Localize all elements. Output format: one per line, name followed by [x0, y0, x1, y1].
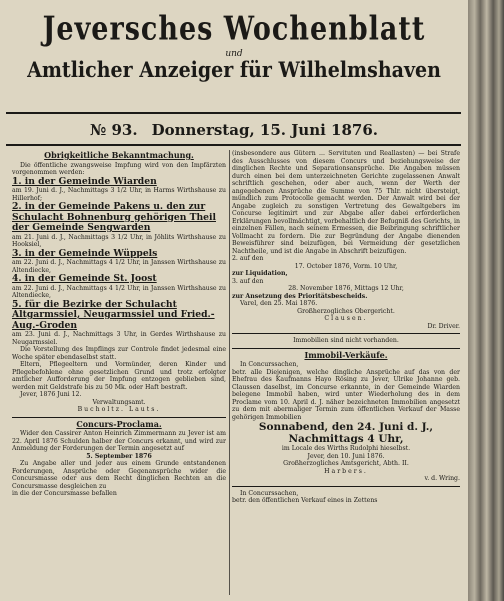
- masthead-und: und: [225, 49, 243, 59]
- item-2-heading: 2. in der Gemeinde Pakens u. den zur Schulacht Bohnenburg gehörigen Theil der Gemeinde Sengwarden: [12, 201, 216, 233]
- right-rule-3: [232, 486, 460, 487]
- immobil-place-date: Jever, den 10. Juni 1876.: [307, 452, 385, 460]
- term-2-date: 17. October 1876, Vorm. 10 Uhr,: [294, 262, 398, 270]
- right-rule-2: [232, 348, 460, 349]
- immobil-intro: In Concurssachen,: [240, 361, 299, 368]
- last-intro: In Concurssachen,: [240, 489, 299, 497]
- notice-signers: Bucholtz. Lauts.: [77, 406, 161, 413]
- issue-line: [0, 118, 468, 142]
- last-text: betr. den öffentlichen Verkauf eines in Zettens: [232, 497, 378, 504]
- issue-number: № 93.: [89, 121, 138, 139]
- concurs-text-2: Zu Angabe aller und jeder aus einem Grunde entstandenen Forderungen, Ansprüche oder Gegenansprüche wider die Concursmasse oder aus dem Recht dinglichen Rechten an die Concursmasse desgleichen zu: [12, 460, 226, 490]
- term-2-label: 2. auf den: [232, 255, 264, 262]
- right-rule-1: [232, 333, 460, 334]
- term-3-date: 28. November 1876, Mittags 12 Uhr,: [288, 285, 404, 292]
- item-5-heading: 5. für die Bezirke der Schulacht Altgarmssiel, Neugarmssiel und Fried.-Aug.-Groden: [12, 298, 215, 331]
- concurs-heading: Concurs-Proclama.: [76, 418, 162, 429]
- immobil-signer: Harbers.: [324, 467, 368, 475]
- item-1-heading: 1. in der Gemeinde Wiarden: [12, 175, 157, 187]
- masthead-subtitle: Amtlicher Anzeiger für Wilhelmshaven: [27, 57, 441, 83]
- right-signer: Clausen.: [324, 315, 368, 322]
- notice-authority: Verwaltungsamt.: [92, 398, 146, 406]
- right-column: [232, 150, 460, 505]
- masthead-rule-bottom: [6, 144, 461, 146]
- right-signer-2: Dr. Driver.: [427, 322, 460, 330]
- concurs-text-3: in die der Concursmasse befallen: [12, 490, 117, 497]
- auction-place: im Locale des Wirths Rudolphi hieselbst.: [281, 445, 411, 452]
- item-4-heading: 4. in der Gemeinde St. Joost: [12, 273, 157, 284]
- column-divider: [229, 150, 230, 595]
- auction-date: Sonnabend, den 24. Juni d. J., Nachmittags 4 Uhr,: [258, 421, 434, 445]
- notice-para-1: Die Vorstellung des Impflings zur Controle findet jedesmal eine Woche später ebendaselbst statt.: [12, 346, 226, 361]
- item-4-text: am 22. Juni d. J., Nachmittags 4 1/2 Uhr, in Janssen Wirthshause zu Altendiecke,: [12, 284, 226, 299]
- immobil-text: betr. alle Diejenigen, welche dingliche Ansprüche auf das von der Ehefrau des Kaufmanns Hayo Rösing zu Jever, Ulrike Johanne geb. Claussen daselbst, im Concurse erkannte, in der Gemeinde Wiarden belegene Immobil haben, wird unter Wiederholung des in dem Proclame vom 10. April d. J. näher bezeichneten Immobilien angesetzt zu dem mit abermaliger Termin zum öffentlichen Verkauf der Masse gehörigen Immobilien: [232, 368, 460, 421]
- book-spine: [468, 0, 504, 601]
- right-place-date: Varel, den 25. Mai 1876.: [240, 300, 318, 307]
- immobil-signer-2: v. d. Wring.: [424, 475, 460, 482]
- masthead-title: Jeversches Wochenblatt: [42, 10, 426, 49]
- notice-place-date: Jever, 1876 Juni 12.: [20, 391, 82, 398]
- item-3-text: am 22. Juni d. J., Nachmittags 4 1/2 Uhr, in Janssen Wirthshause zu Altendiecke,: [12, 259, 226, 274]
- notice-heading: Obrigkeitliche Bekanntmachung.: [44, 150, 194, 160]
- immobil-court: Großherzogliches Amtsgericht, Abth. II.: [283, 460, 409, 467]
- item-2-text: am 21. Juni d. J., Nachmittags 3 1/2 Uhr, in Jöhlits Wirthshause zu Hooksiel,: [12, 233, 226, 248]
- item-5-text: am 23. Juni d. J., Nachmittags 3 Uhr, in Gerdes Wirthshause zu Neugarmssiel.: [12, 331, 226, 346]
- right-para-1: (insbesondere aus Gütern ... Servituten und Reallasten) — bei Strafe des Ausschlusses von diesem Concurs und beziehungsweise der dinglichen Rechte und Separationsansprüche. Die Angaben müssen durch einen bei dem unterzeichneten Gerichte zugelassenen Anwalt schriftlich geschehen, oder aber auch, wenn der Werth der angegebenen Ansprüche die Summe von 75 Thlr. nicht übersteigt, mündlich zum Protocolle gemacht werden. Der Anwalt wird bei der Angabe zugleich zu sonstigen Vertretung des Gewaltgebers im Concurse legitimirt und zur Abgabe aller dabei erforderlichen Erklärungen bevollmächtigt, vorbehaltlich der Befugniß des Gerichts, in einzelnen Fällen, nach seinem Ermessen, die Beibringung schriftlicher Vollmacht zu fordern. Die zur Begründung der Angabe dienenden Beweisführer sind beizufügen, bei Vermeidung der gesetzlichen Nachtheile, und ist die Angabe in Abschrift beizufügen.: [232, 150, 460, 255]
- item-1-text: am 19. Juni d. J., Nachmittags 3 1/2 Uhr, in Harms Wirthshause zu Hillerhof;: [12, 187, 226, 202]
- issue-date: Donnerstag, 15. Juni 1876.: [151, 121, 379, 139]
- term-3-label: 3. auf den: [232, 277, 264, 285]
- masthead: [0, 10, 468, 83]
- concurs-text-1: Wider den Cassirer Anton Heinrich Zimmermann zu Jever ist am 22. April 1876 Schulden halber der Concurs erkannt, und wird zur Anmeldung der Forderungen der Termin angesetzt auf: [12, 430, 226, 452]
- masthead-rule-top: [6, 112, 461, 114]
- notice-intro: Die öffentliche zwangsweise Impfung wird von den Impfärzten vorgenommen werden:: [12, 161, 226, 176]
- immobil-heading: Immobil-Verkäufe.: [304, 349, 388, 360]
- right-court: Großherzogliches Obergericht.: [297, 307, 395, 315]
- concurs-date: 5. September 1876: [86, 452, 152, 460]
- term-3-purpose: zur Ansetzung des Prioritätsbescheids.: [232, 292, 368, 300]
- term-2-purpose: zur Liquidation,: [232, 270, 288, 277]
- left-column: [12, 150, 226, 498]
- notice-para-2: Eltern, Pflegeeltern und Vormünder, deren Kinder und Pflegebefohlene ohne gesetzlichen Grund und trotz erfolgter amtlicher Aufforderung der Impfung entzogen geblieben sind, werden mit Geldstrafe bis zu 50 Mk. oder Haft bestraft.: [12, 361, 226, 391]
- section-rule: [12, 417, 226, 418]
- item-3-heading: 3. in der Gemeinde Wüppels: [12, 247, 158, 259]
- immobilien-notice: Immobilien sind nicht vorhanden.: [293, 337, 399, 344]
